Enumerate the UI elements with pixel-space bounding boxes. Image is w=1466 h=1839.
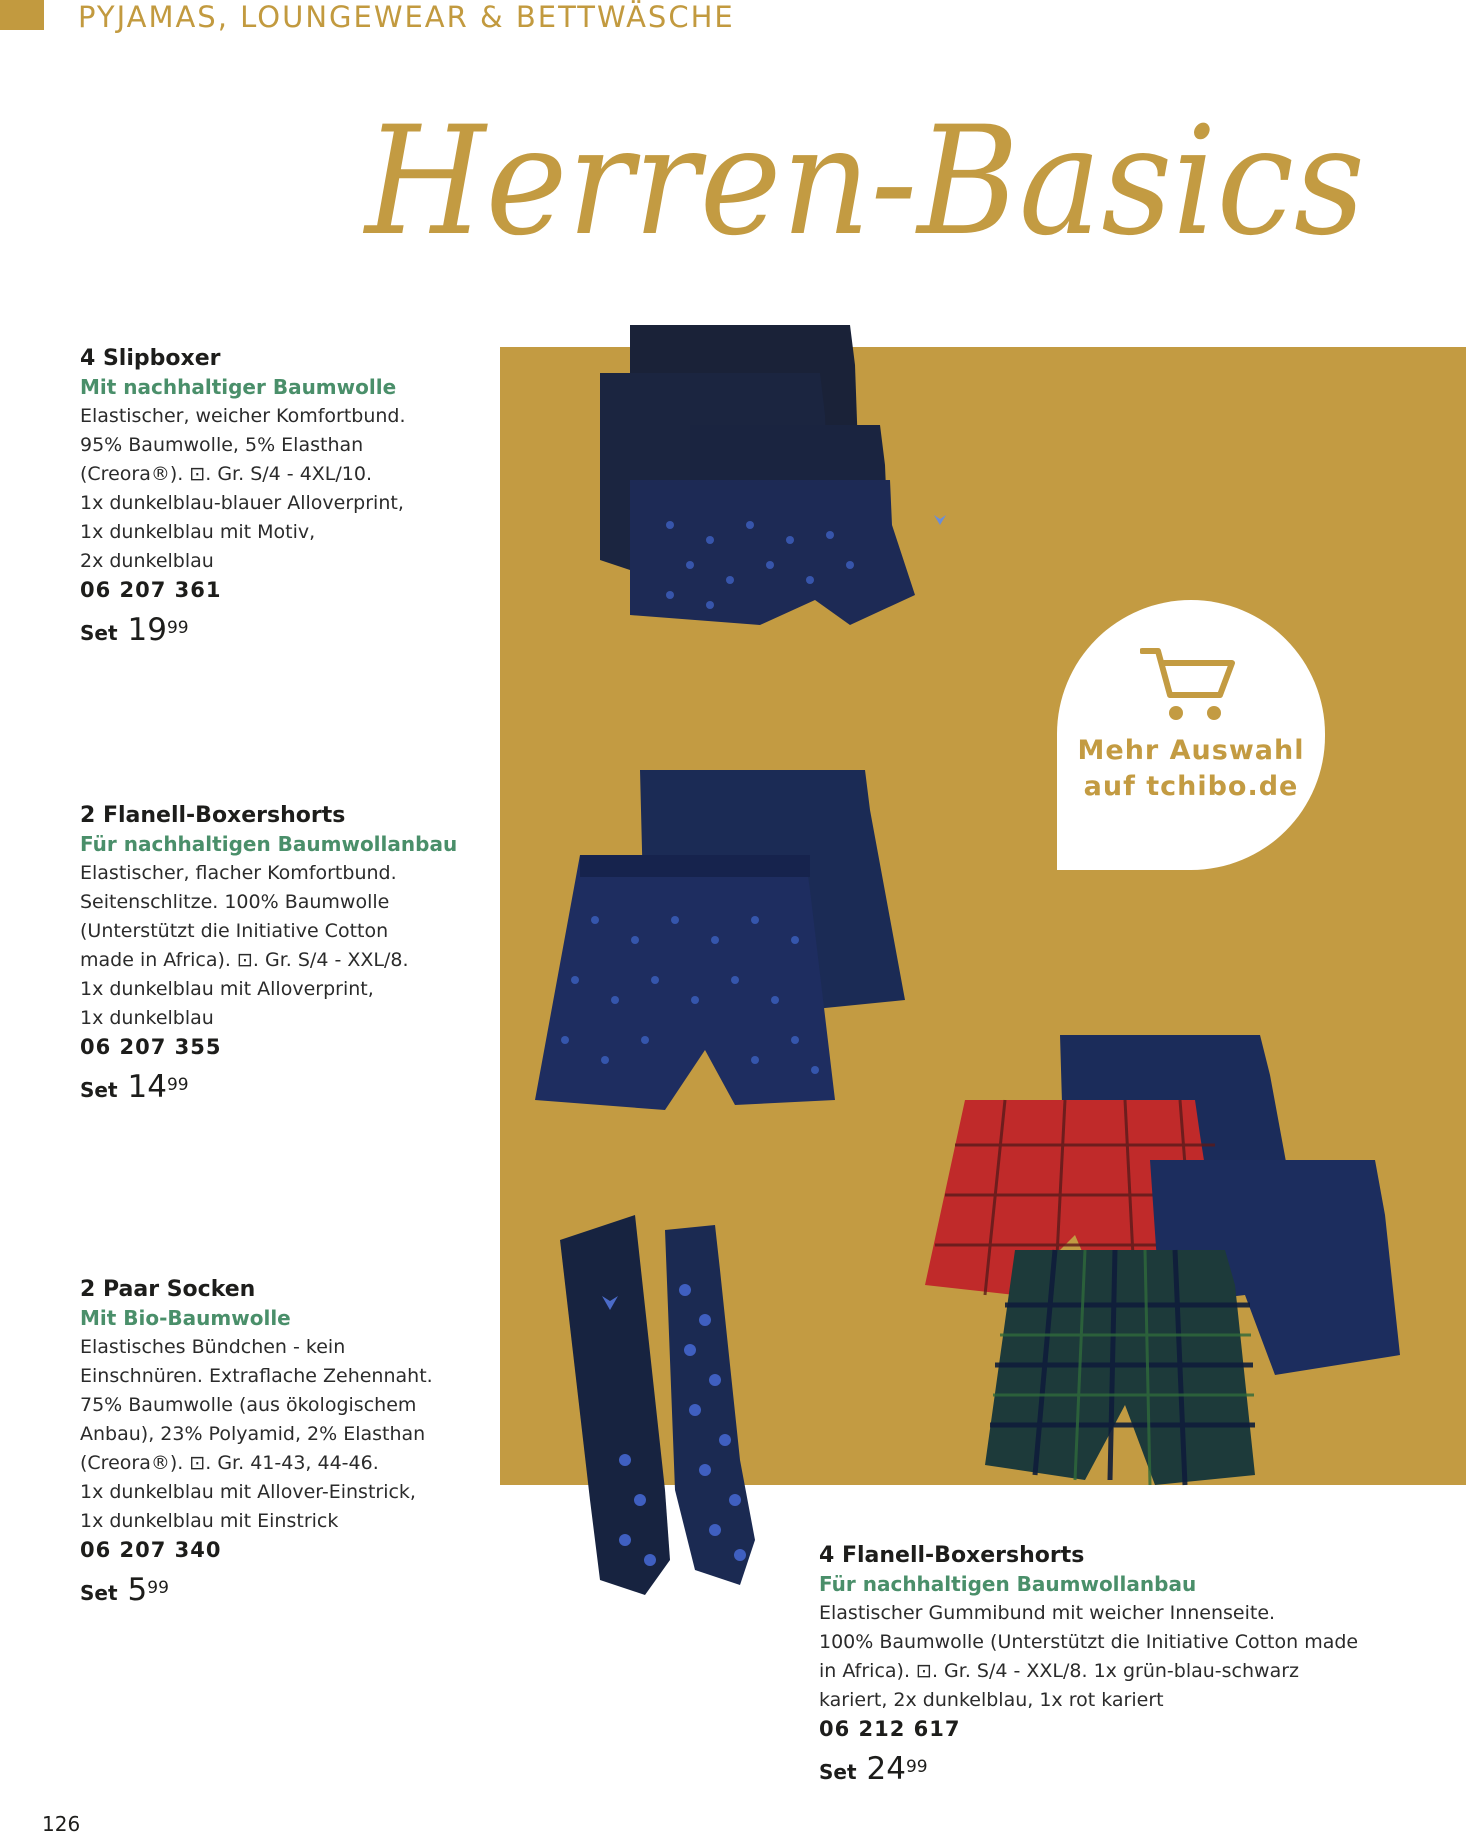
- product-code: 06 207 355: [80, 1035, 222, 1059]
- product-slipboxer: [80, 344, 480, 652]
- page-number: 126: [42, 1812, 81, 1836]
- price-euro: 19: [127, 612, 167, 648]
- price-euro: 14: [127, 1069, 167, 1105]
- product-price: [80, 613, 480, 652]
- product-price: [80, 1070, 480, 1109]
- price-cent: 99: [147, 1578, 169, 1598]
- product-flanell-boxershorts-2: [80, 801, 480, 1109]
- promo-line-1: Mehr Auswahl: [1077, 735, 1305, 766]
- price-label: Set: [80, 621, 118, 645]
- product-socks: [80, 1275, 480, 1612]
- price-label: Set: [80, 1581, 118, 1605]
- product-price: [80, 1573, 480, 1612]
- four-boxershorts-image: [925, 1035, 1400, 1505]
- price-label: Set: [80, 1078, 118, 1102]
- flanell-boxershorts-image: [535, 770, 905, 1120]
- slipboxer-image: [570, 325, 970, 680]
- product-name: 4 Flanell-Boxershorts: [819, 1543, 1085, 1568]
- product-description: Elastisches Bündchen - kein Einschnüren. Extraflache Zehennaht. 75% Baumwolle (aus ökologischem Anbau), 23% Polyamid, 2% Elasthan (Creora®). ⊡. Gr. 41-43, 44-46. 1x dunkelblau mit Allover-Einstrick, 1x dunkelblau mit Einstrick: [80, 1336, 433, 1532]
- product-code: 06 207 361: [80, 578, 222, 602]
- shopping-cart-icon: [1140, 645, 1240, 725]
- product-subtitle: Mit Bio-Baumwolle: [80, 1306, 291, 1330]
- page-title-text: Herren-Basics: [362, 95, 1366, 269]
- socks-image: [555, 1210, 780, 1600]
- section-title: PYJAMAS, LOUNGEWEAR & BETTWÄSCHE: [78, 0, 735, 34]
- price-euro: 5: [127, 1572, 148, 1608]
- product-price: [819, 1752, 1379, 1791]
- product-description: Elastischer, flacher Komfortbund. Seitenschlitze. 100% Baumwolle (Unterstützt die Initiative Cotton made in Africa). ⊡. Gr. S/4 - XXL/8. 1x dunkelblau mit Alloverprint, 1x dunkelblau: [80, 862, 409, 1029]
- product-name: 2 Paar Socken: [80, 1277, 256, 1302]
- price-euro: 24: [866, 1751, 906, 1787]
- price-label: Set: [819, 1760, 857, 1784]
- product-subtitle: Mit nachhaltiger Baumwolle: [80, 375, 397, 399]
- product-subtitle: Für nachhaltigen Baumwollanbau: [80, 832, 458, 856]
- product-flanell-boxershorts-4: [819, 1541, 1379, 1791]
- product-code: 06 212 617: [819, 1717, 961, 1741]
- price-cent: 99: [166, 618, 189, 638]
- product-description: Elastischer Gummibund mit weicher Innenseite. 100% Baumwolle (Unterstützt die Initiative Cotton made in Africa). ⊡. Gr. S/4 - XXL/8. 1x grün-blau-schwarz kariert, 2x dunkelblau, 1x rot kariert: [819, 1602, 1359, 1711]
- promo-text[interactable]: [1057, 733, 1325, 805]
- product-name: 2 Flanell-Boxershorts: [80, 803, 346, 828]
- section-marker: [0, 0, 44, 30]
- price-cent: 99: [166, 1075, 189, 1095]
- promo-line-2: auf tchibo.de: [1083, 771, 1299, 802]
- product-subtitle: Für nachhaltigen Baumwollanbau: [819, 1572, 1197, 1596]
- product-code: 06 207 340: [80, 1538, 222, 1562]
- product-name: 4 Slipboxer: [80, 346, 221, 371]
- page-title: [355, 78, 1375, 278]
- price-cent: 99: [905, 1757, 928, 1777]
- product-description: Elastischer, weicher Komfortbund. 95% Baumwolle, 5% Elasthan (Creora®). ⊡. Gr. S/4 - 4XL/10. 1x dunkelblau-blauer Alloverprint, 1x dunkelblau mit Motiv, 2x dunkelblau: [80, 405, 406, 572]
